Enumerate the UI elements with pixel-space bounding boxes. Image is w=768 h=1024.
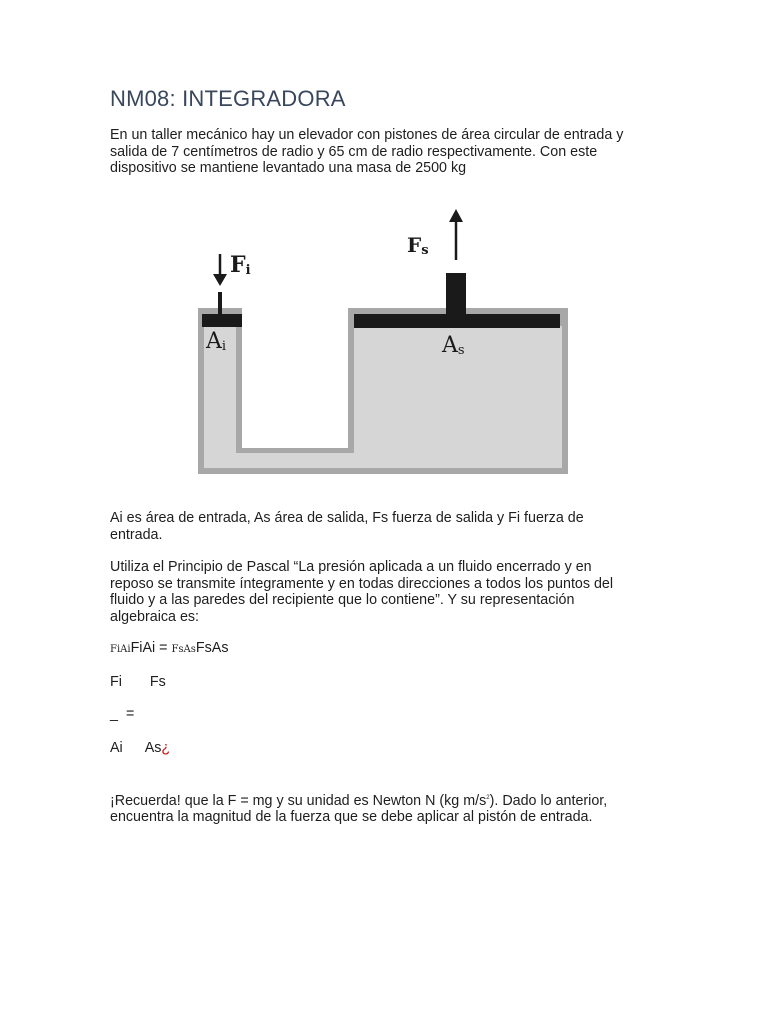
fraction-bar-mark: _ [110, 706, 118, 722]
numerator-left: Fi [110, 674, 122, 690]
fraction-numerator [110, 674, 166, 690]
definitions-line-2: entrada. [110, 526, 163, 543]
intro-paragraph [110, 127, 650, 177]
label-fi: Fi [230, 252, 251, 278]
reminder-line-1-b: ). Dado lo anterior, [489, 792, 608, 809]
definitions-line-1: Ai es área de entrada, As área de salida, Fs fuerza de salida y Fi fuerza de [110, 510, 584, 526]
reminder-line-2: encuentra la magnitud de la fuerza que se debe aplicar al pistón de entrada. [110, 809, 593, 826]
reminder-line-1-a: ¡Recuerda! que la F = mg y su unidad es Newton N (kg m/s [110, 792, 487, 809]
pascal-line-1: Utiliza el Principio de Pascal “La presión aplicada a un fluido encerrado y en [110, 559, 592, 575]
fluid [204, 326, 562, 468]
definitions-paragraph [110, 510, 650, 543]
label-fs: Fs [407, 233, 429, 258]
input-piston-rod [218, 292, 222, 316]
pascal-line-3: fluido y a las paredes del recipiente que lo contiene”. Y su representación [110, 592, 575, 608]
formula-equals: = [155, 640, 172, 656]
output-piston-rod [446, 273, 466, 316]
reminder-line-1 [110, 790, 650, 809]
denominator-right: As [144, 740, 162, 756]
formula-main-left: FiAi [130, 640, 156, 656]
intro-line-2: salida de 7 centímetros de radio y 65 cm de radio respectivamente. Con este [110, 143, 598, 160]
page-title: NM08: INTEGRADORA [110, 86, 346, 111]
output-force-arrow-icon [449, 209, 463, 260]
input-force-arrow-icon [213, 254, 227, 286]
formula-small-right: FsAs [171, 644, 196, 655]
output-piston [354, 314, 560, 328]
pascal-line-4: algebraica es: [110, 608, 200, 625]
label-as: As [442, 333, 465, 358]
formula-main-right: FsAs [195, 640, 229, 656]
formula-small-left: FiAi [110, 644, 131, 655]
denominator-left: Ai [110, 740, 123, 756]
label-ai: Ai [206, 329, 227, 354]
formula-line [110, 640, 229, 656]
hydraulic-press-diagram [196, 200, 570, 482]
fraction-equals: = [125, 706, 135, 722]
fraction-bar [110, 706, 134, 722]
intro-line-3: dispositivo se mantiene levantado una masa de 2500 kg [110, 160, 467, 176]
missing-glyph-mark: ¿ [161, 740, 171, 756]
reminder-superscript: 2 [486, 795, 490, 801]
reminder-paragraph [110, 790, 650, 826]
pascal-paragraph [110, 559, 650, 625]
intro-line-1: En un taller mecánico hay un elevador con pistones de área circular de entrada y [110, 127, 624, 143]
numerator-right: Fs [149, 674, 166, 690]
fraction-denominator [110, 740, 170, 756]
pascal-line-2: reposo se transmite íntegramente y en todas direcciones a todos los puntos del [110, 575, 614, 592]
